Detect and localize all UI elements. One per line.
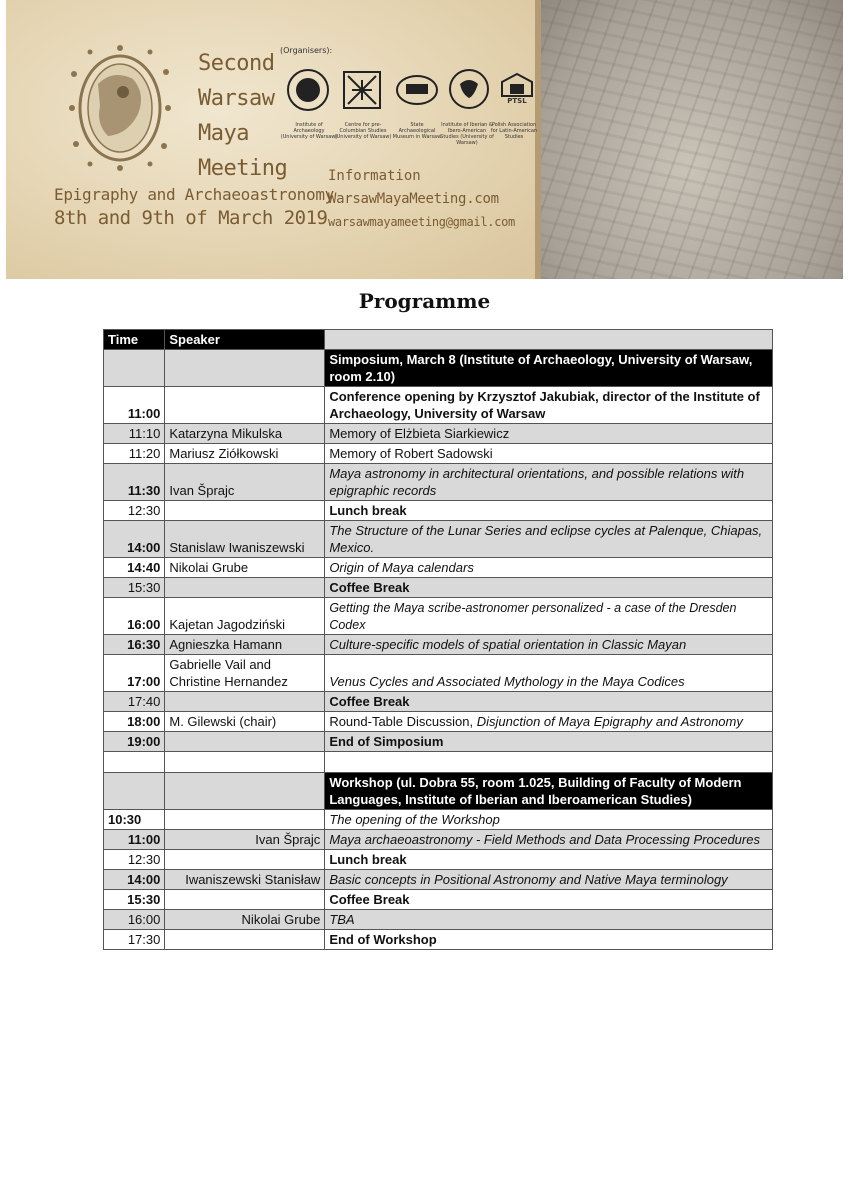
speaker-cell	[165, 850, 325, 870]
speaker-cell: M. Gilewski (chair)	[165, 712, 325, 732]
speaker-cell: Mariusz Ziółkowski	[165, 444, 325, 464]
table-row	[104, 655, 773, 692]
table-row	[104, 598, 773, 635]
spacer-cell	[165, 752, 325, 773]
speaker-cell: Iwaniszewski Stanisław	[165, 870, 325, 890]
time-cell: 17:00	[104, 655, 165, 692]
section-speaker-cell	[165, 773, 325, 810]
time-cell: 16:00	[104, 598, 165, 635]
speaker-cell: Ivan Šprajc	[165, 830, 325, 850]
table-row	[104, 387, 773, 424]
table-row	[104, 830, 773, 850]
talk-title-cell	[325, 424, 773, 444]
precolumbian-centre-logo-icon	[340, 68, 384, 112]
talk-title: Basic concepts in Positional Astronomy and Native Maya terminology	[329, 872, 728, 887]
time-cell: 17:40	[104, 692, 165, 712]
organiser-caption-3: State Archaeological Museum in Warsaw	[392, 122, 442, 140]
meeting-title: Second Warsaw Maya Meeting	[198, 51, 288, 181]
speaker-cell	[165, 501, 325, 521]
spacer-row	[104, 752, 773, 773]
spacer-cell	[104, 752, 165, 773]
table-row	[104, 558, 773, 578]
talk-title: Origin of Maya calendars	[329, 560, 474, 575]
talk-title-cell	[325, 598, 773, 635]
talk-title-cell	[325, 387, 773, 424]
talk-title-cell	[325, 732, 773, 752]
maya-glyphs-image	[539, 0, 843, 279]
time-cell: 11:20	[104, 444, 165, 464]
talk-title: Getting the Maya scribe-astronomer personalized - a case of the Dresden Codex	[329, 601, 737, 632]
time-cell: 11:10	[104, 424, 165, 444]
talk-title-cell	[325, 930, 773, 950]
organiser-caption-4: Institute of Iberian & Ibero-American Studies (University of Warsaw)	[440, 122, 494, 146]
talk-title-cell	[325, 692, 773, 712]
table-row	[104, 712, 773, 732]
talk-title-cell	[325, 464, 773, 501]
talk-title: Conference opening by Krzysztof Jakubiak, director of the Institute of Archaeology, University of Warsaw	[329, 389, 760, 421]
talk-title-cell	[325, 830, 773, 850]
time-cell: 14:00	[104, 870, 165, 890]
organisers-label: (Organisers):	[280, 46, 333, 55]
speaker-cell: Kajetan Jagodziński	[165, 598, 325, 635]
speaker-cell: Katarzyna Mikulska	[165, 424, 325, 444]
talk-title-cell	[325, 521, 773, 558]
title-header	[325, 330, 773, 350]
time-cell: 14:40	[104, 558, 165, 578]
time-cell: 10:30	[104, 810, 165, 830]
table-row	[104, 930, 773, 950]
speaker-cell	[165, 578, 325, 598]
section-heading: Simposium, March 8 (Institute of Archaeology, University of Warsaw, room 2.10)	[325, 350, 773, 387]
time-cell: 17:30	[104, 930, 165, 950]
programme-table	[103, 329, 773, 950]
header-banner	[6, 0, 843, 279]
talk-title: Disjunction of Maya Epigraphy and Astronomy	[476, 714, 743, 729]
time-cell: 15:30	[104, 890, 165, 910]
meeting-dates: 8th and 9th of March 2019	[54, 207, 328, 229]
talk-title: Lunch break	[329, 852, 407, 867]
time-header: Time	[104, 330, 165, 350]
table-row	[104, 732, 773, 752]
ptsl-logo-icon	[500, 72, 534, 98]
table-header-row	[104, 330, 773, 350]
speaker-cell	[165, 387, 325, 424]
talk-title-cell	[325, 444, 773, 464]
table-row	[104, 464, 773, 501]
talk-title: End of Simposium	[329, 734, 444, 749]
speaker-cell: Nikolai Grube	[165, 558, 325, 578]
table-row	[104, 870, 773, 890]
talk-title-cell	[325, 655, 773, 692]
organiser-caption-1: Institute of Archaeology (University of Warsaw)	[280, 122, 338, 140]
time-cell: 12:30	[104, 501, 165, 521]
table-row	[104, 635, 773, 655]
time-cell: 11:00	[104, 830, 165, 850]
iberian-institute-logo-icon	[448, 68, 490, 110]
talk-title: TBA	[329, 912, 355, 927]
table-row	[104, 850, 773, 870]
state-museum-logo-icon	[394, 68, 440, 108]
table-row	[104, 444, 773, 464]
talk-title-cell	[325, 890, 773, 910]
table-row	[104, 424, 773, 444]
ptsl-label: PTSL	[507, 97, 527, 105]
talk-title-cell	[325, 810, 773, 830]
talk-title: Lunch break	[329, 503, 407, 518]
talk-title: Coffee Break	[329, 694, 410, 709]
organiser-caption-2: Centre for pre-Columbian Studies (University of Warsaw)	[334, 122, 392, 140]
talk-title-cell	[325, 558, 773, 578]
talk-title: Memory of Elżbieta Siarkiewicz	[329, 426, 510, 441]
talk-title-cell	[325, 712, 773, 732]
maya-glyph-logo-icon	[68, 44, 172, 172]
table-row	[104, 692, 773, 712]
speaker-cell: Ivan Šprajc	[165, 464, 325, 501]
section-heading-row	[104, 773, 773, 810]
information-label: Information	[328, 168, 421, 184]
speaker-cell	[165, 890, 325, 910]
section-heading-row	[104, 350, 773, 387]
talk-title: Memory of Robert Sadowski	[329, 446, 493, 461]
speaker-cell	[165, 732, 325, 752]
time-cell: 19:00	[104, 732, 165, 752]
table-row	[104, 890, 773, 910]
table-row	[104, 521, 773, 558]
talk-title-cell	[325, 870, 773, 890]
talk-title: Venus Cycles and Associated Mythology in the Maya Codices	[329, 674, 685, 689]
speaker-header: Speaker	[165, 330, 325, 350]
talk-title: The Structure of the Lunar Series and eclipse cycles at Palenque, Chiapas, Mexico.	[329, 523, 763, 555]
section-heading: Workshop (ul. Dobra 55, room 1.025, Building of Faculty of Modern Languages, Institute of Iberian and Iberoamerican Studies)	[325, 773, 773, 810]
time-cell: 11:30	[104, 464, 165, 501]
table-row	[104, 501, 773, 521]
speaker-cell	[165, 692, 325, 712]
talk-title: Maya archaeoastronomy - Field Methods and Data Processing Procedures	[329, 832, 760, 847]
time-cell: 14:00	[104, 521, 165, 558]
speaker-cell: Nikolai Grube	[165, 910, 325, 930]
time-cell: 16:00	[104, 910, 165, 930]
talk-title: Culture-specific models of spatial orientation in Classic Mayan	[329, 637, 687, 652]
talk-title-cell	[325, 635, 773, 655]
time-cell: 11:00	[104, 387, 165, 424]
section-time-cell	[104, 350, 165, 387]
speaker-cell	[165, 930, 325, 950]
speaker-cell: Stanislaw Iwaniszewski	[165, 521, 325, 558]
institute-archaeology-logo-icon	[286, 68, 330, 112]
time-cell: 12:30	[104, 850, 165, 870]
organiser-caption-5: Polish Association for Latin-American Studies	[490, 122, 538, 140]
time-cell: 18:00	[104, 712, 165, 732]
talk-title: Coffee Break	[329, 892, 410, 907]
meeting-subtitle: Epigraphy and Archaeoastronomy	[54, 185, 334, 204]
section-time-cell	[104, 773, 165, 810]
talk-title: Coffee Break	[329, 580, 410, 595]
talk-title-prefix: Round-Table Discussion,	[329, 714, 477, 729]
talk-title-cell	[325, 501, 773, 521]
speaker-cell	[165, 810, 325, 830]
email-link[interactable]: warsawmayameeting@gmail.com	[328, 215, 515, 229]
speaker-cell: Agnieszka Hamann	[165, 635, 325, 655]
talk-title: End of Workshop	[329, 932, 437, 947]
table-row	[104, 810, 773, 830]
section-speaker-cell	[165, 350, 325, 387]
page-title: Programme	[358, 289, 491, 313]
spacer-cell	[325, 752, 773, 773]
time-cell: 16:30	[104, 635, 165, 655]
talk-title: The opening of the Workshop	[329, 812, 500, 827]
talk-title-cell	[325, 910, 773, 930]
talk-title-cell	[325, 578, 773, 598]
speaker-cell: Gabrielle Vail and Christine Hernandez	[165, 655, 325, 692]
table-row	[104, 910, 773, 930]
time-cell: 15:30	[104, 578, 165, 598]
website-link[interactable]: WarsawMayaMeeting.com	[328, 191, 499, 207]
talk-title-cell	[325, 850, 773, 870]
talk-title: Maya astronomy in architectural orientations, and possible relations with epigraphic records	[329, 466, 745, 498]
table-row	[104, 578, 773, 598]
